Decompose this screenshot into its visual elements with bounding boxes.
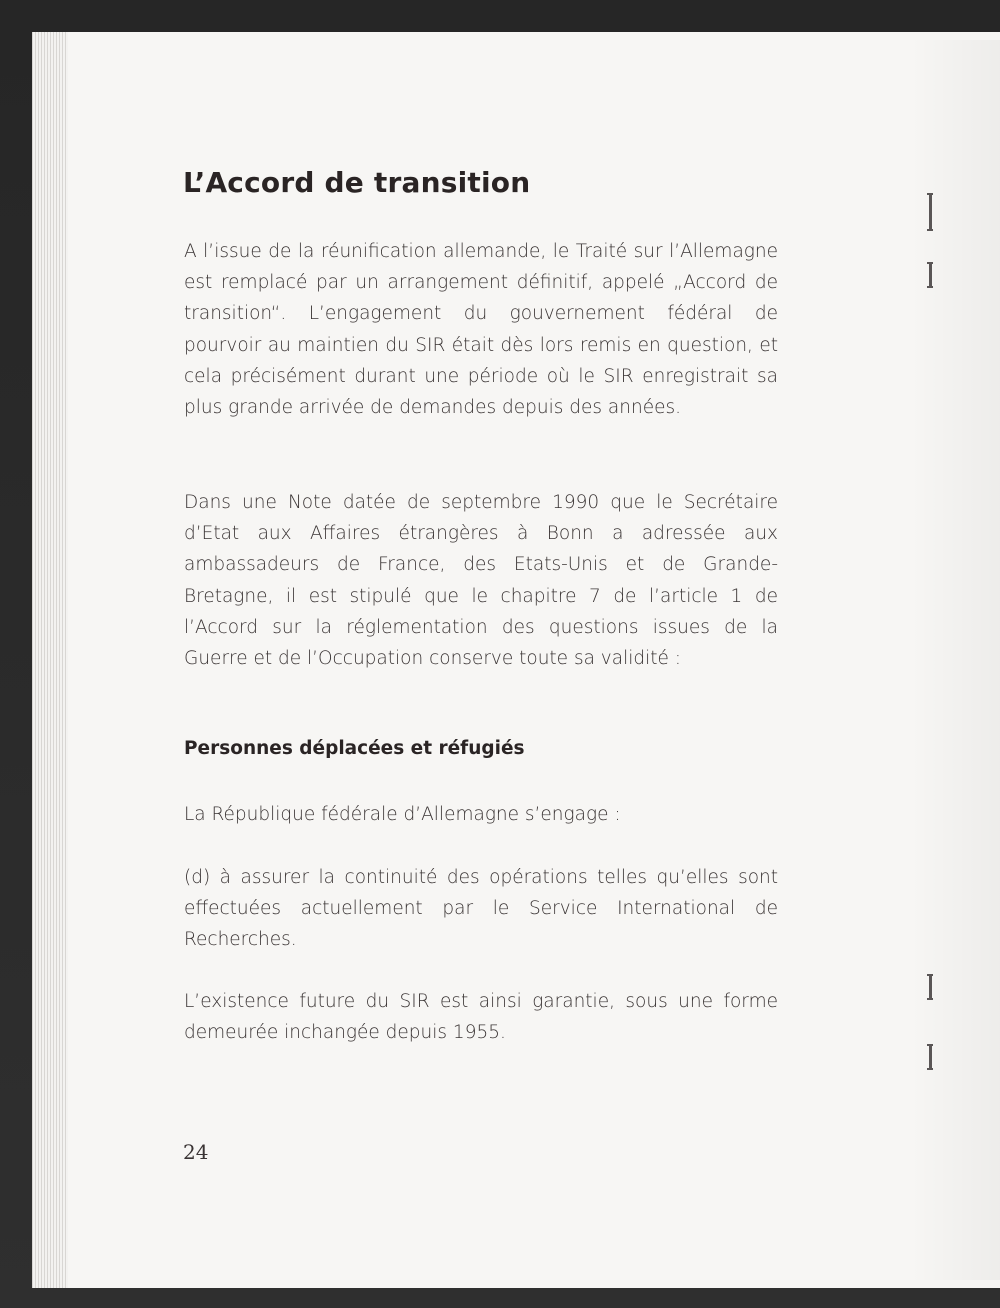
binding-clip-mark bbox=[929, 1044, 932, 1070]
gutter-shadow bbox=[910, 40, 1000, 1280]
binding-clip-mark bbox=[929, 193, 932, 231]
paragraph-note: Dans une Note datée de septembre 1990 que le Secrétaire d’Etat aux Affaires étrangères à Bonn a adressée aux ambassadeurs de France, des Etats-Unis et de Grande-Bretagne, il est stipulé que le chapitre 7 de l’article 1 de l’Accord sur la réglementation des questions issues de la Guerre et de l’Occupation conserve toute sa validité : bbox=[184, 492, 778, 670]
page-number: 24 bbox=[183, 1140, 209, 1164]
paragraph-conclusion: L’existence future du SIR est ainsi garantie, sous une forme demeurée inchangée depuis 1955. bbox=[184, 991, 778, 1044]
section-subheading: Personnes déplacées et réfugiés bbox=[184, 738, 525, 759]
binding-clip-mark bbox=[929, 974, 932, 1000]
paragraph-commitment: La République fédérale d’Allemagne s’engage : bbox=[184, 804, 621, 825]
paragraph-intro: A l’issue de la réunification allemande, le Traité sur l’Allemagne est remplacé par un arrangement définitif, appelé „Accord de transition“. L’engagement du gouvernement fédéral de pourvoir au maintien du SIR était dès lors remis en question, et cela précisément durant une période où le SIR enregistrait sa plus grande arrivée de demandes depuis des années. bbox=[184, 241, 778, 419]
page-title: L’Accord de transition bbox=[183, 166, 531, 199]
binding-clip-mark bbox=[929, 262, 932, 288]
paragraph-clause-d: (d) à assurer la continuité des opérations telles qu’elles sont effectuées actuellement par le Service International de Recherches. bbox=[184, 867, 778, 951]
page-edges bbox=[32, 32, 68, 1288]
